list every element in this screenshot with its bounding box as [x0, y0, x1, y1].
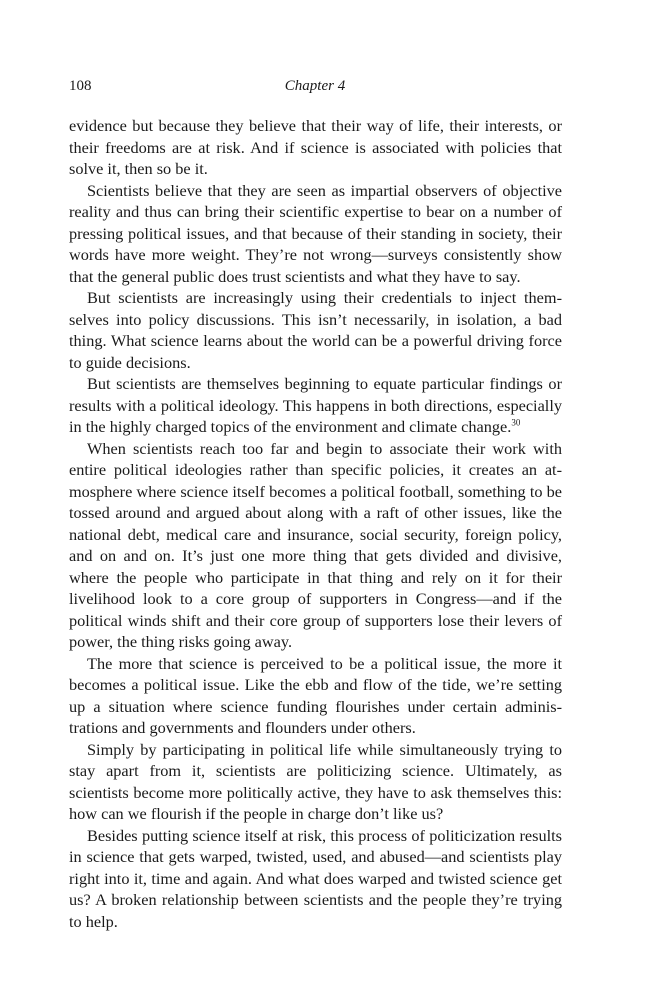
- paragraph: [69, 653, 562, 739]
- paragraph-text: Simply by participating in political life while simultaneously trying to stay apart from it, scientists are politicizing science. Ultimately, as scientists become more politically active, they have to ask themselves this: how can we flourish if the people in charge don’t like us?: [69, 739, 562, 823]
- paragraph-text: The more that science is perceived to be a political issue, the more it becomes a political issue. Like the ebb and flow of the tide, we’re setting up a situation where science funding flourishes under certain administrations and governments and flounders under others.: [69, 653, 562, 737]
- paragraph-text: Scientists believe that they are seen as impartial observers of objective reality and thus can bring their scientific expertise to bear on a number of pressing political issues, and that because of their standing in society, their words have more weight. They’re not wrong—surveys consistently show that the general public does trust scientists and what they have to say.: [69, 180, 562, 286]
- paragraph-text: When scientists reach too far and begin to associate their work with entire political ideologies rather than specific policies, it creates an atmosphere where science itself becomes a political football, something to be tossed around and argued about along with a raft of other issues, like the national debt, medical care and insurance, social security, foreign policy, and on and on. It’s just one more thing that gets divided and divisive, where the people who participate in that thing and rely on it for their livelihood look to a core group of supporters in Congress—and if the political winds shift and their core group of supporters lose their levers of power, the thing risks going away.: [69, 438, 562, 651]
- paragraph-text: But scientists are themselves beginning to equate particular findings or results with a political ideology. This happens in both directions, especially in the highly charged topics of the environment and climate change.: [69, 374, 562, 436]
- paragraph: [69, 180, 562, 288]
- paragraph-text: But scientists are increasingly using their credentials to inject themselves into policy discussions. This isn’t necessarily, in isolation, a bad thing. What science learns about the world can be a powerful driving force to guide decisions.: [69, 288, 562, 372]
- footnote-reference[interactable]: 30: [511, 417, 521, 428]
- paragraph: [69, 373, 562, 438]
- paragraph-text: evidence but because they believe that their way of life, their interests, or their freedoms are at risk. And if science is associated with policies that solve it, then so be it.: [69, 116, 562, 178]
- chapter-title: Chapter 4: [284, 78, 346, 94]
- running-head: [69, 76, 561, 96]
- paragraph: [69, 438, 562, 653]
- paragraph-text: Besides putting science itself at risk, this process of politicization results in science that gets warped, twisted, used, and abused—and scientists play right into it, time and again. And what does warped and twisted science get us? A broken relationship between scientists and the people they’re trying to help.: [69, 825, 562, 931]
- body-text: [69, 115, 562, 932]
- paragraph: [69, 825, 562, 933]
- paragraph: [69, 739, 562, 825]
- paragraph: [69, 287, 562, 373]
- page-number: 108: [69, 78, 92, 94]
- paragraph: [69, 115, 562, 180]
